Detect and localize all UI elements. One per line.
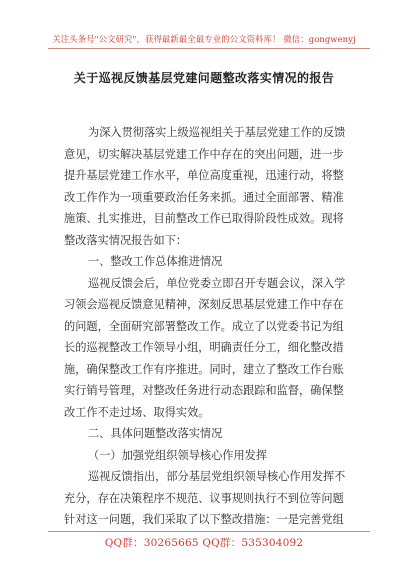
paragraph-line: 改工作不走过场、取得实效。 <box>64 405 210 419</box>
document-body <box>0 122 408 531</box>
paragraph-line: 施，确保整改工作有序推进。同时，建立了整改工作台账 <box>64 362 344 376</box>
subsection-heading: （一）加强党组织领导核心作用发挥 <box>88 448 268 462</box>
paragraph-line: 习领会巡视反馈意见精神，深刻反思基层党建工作中存在 <box>64 298 344 311</box>
header-divider <box>48 48 370 49</box>
paragraph-line: 整改落实情况报告如下： <box>64 233 188 247</box>
footer-qq-groups: QQ群：30265665 QQ群：535304092 <box>104 537 304 549</box>
document-title: 关于巡视反馈基层党建问题整改落实情况的报告 <box>73 71 335 85</box>
paragraph-line: 巡视反馈会后，单位党委立即召开专题会议，深入学 <box>88 276 346 290</box>
paragraph-line: 实行销号管理，对整改任务进行动态跟踪和监督，确保整 <box>64 384 344 397</box>
paragraph-line: 的问题，全面研究部署整改工作。成立了以党委书记为组 <box>64 319 344 333</box>
paragraph-line: 改工作作为一项重要政治任务来抓。通过全面部署、精准 <box>64 190 344 204</box>
section-heading: 二、具体问题整改落实情况 <box>88 427 223 440</box>
section-heading: 一、整改工作总体推进情况 <box>88 255 223 268</box>
paragraph-line: 针对这一问题，我们采取了以下整改措施：一是完善党组 <box>64 513 344 526</box>
paragraph-line: 充分，存在决策程序不规范、议事规则执行不到位等问题 <box>64 491 344 505</box>
paragraph-line: 提升基层党建工作水平，单位高度重视，迅速行动，将整 <box>64 169 344 182</box>
footer-divider <box>48 531 370 532</box>
header-note: 关注头条号"公文研究"，获得最新最全最专业的公文资料库！ 微信：gongwenyj <box>52 34 356 44</box>
paragraph-line: 意见，切实解决基层党建工作中存在的突出问题，进一步 <box>64 147 344 161</box>
paragraph-line: 为深入贯彻落实上级巡视组关于基层党建工作的反馈 <box>88 126 346 139</box>
paragraph-line: 施策、扎实推进，目前整改工作已取得阶段性成效。现将 <box>64 212 344 225</box>
paragraph-line: 长的巡视整改工作领导小组，明确责任分工，细化整改措 <box>64 341 344 354</box>
paragraph-line: 巡视反馈指出，部分基层党组织领导核心作用发挥不 <box>88 470 346 483</box>
